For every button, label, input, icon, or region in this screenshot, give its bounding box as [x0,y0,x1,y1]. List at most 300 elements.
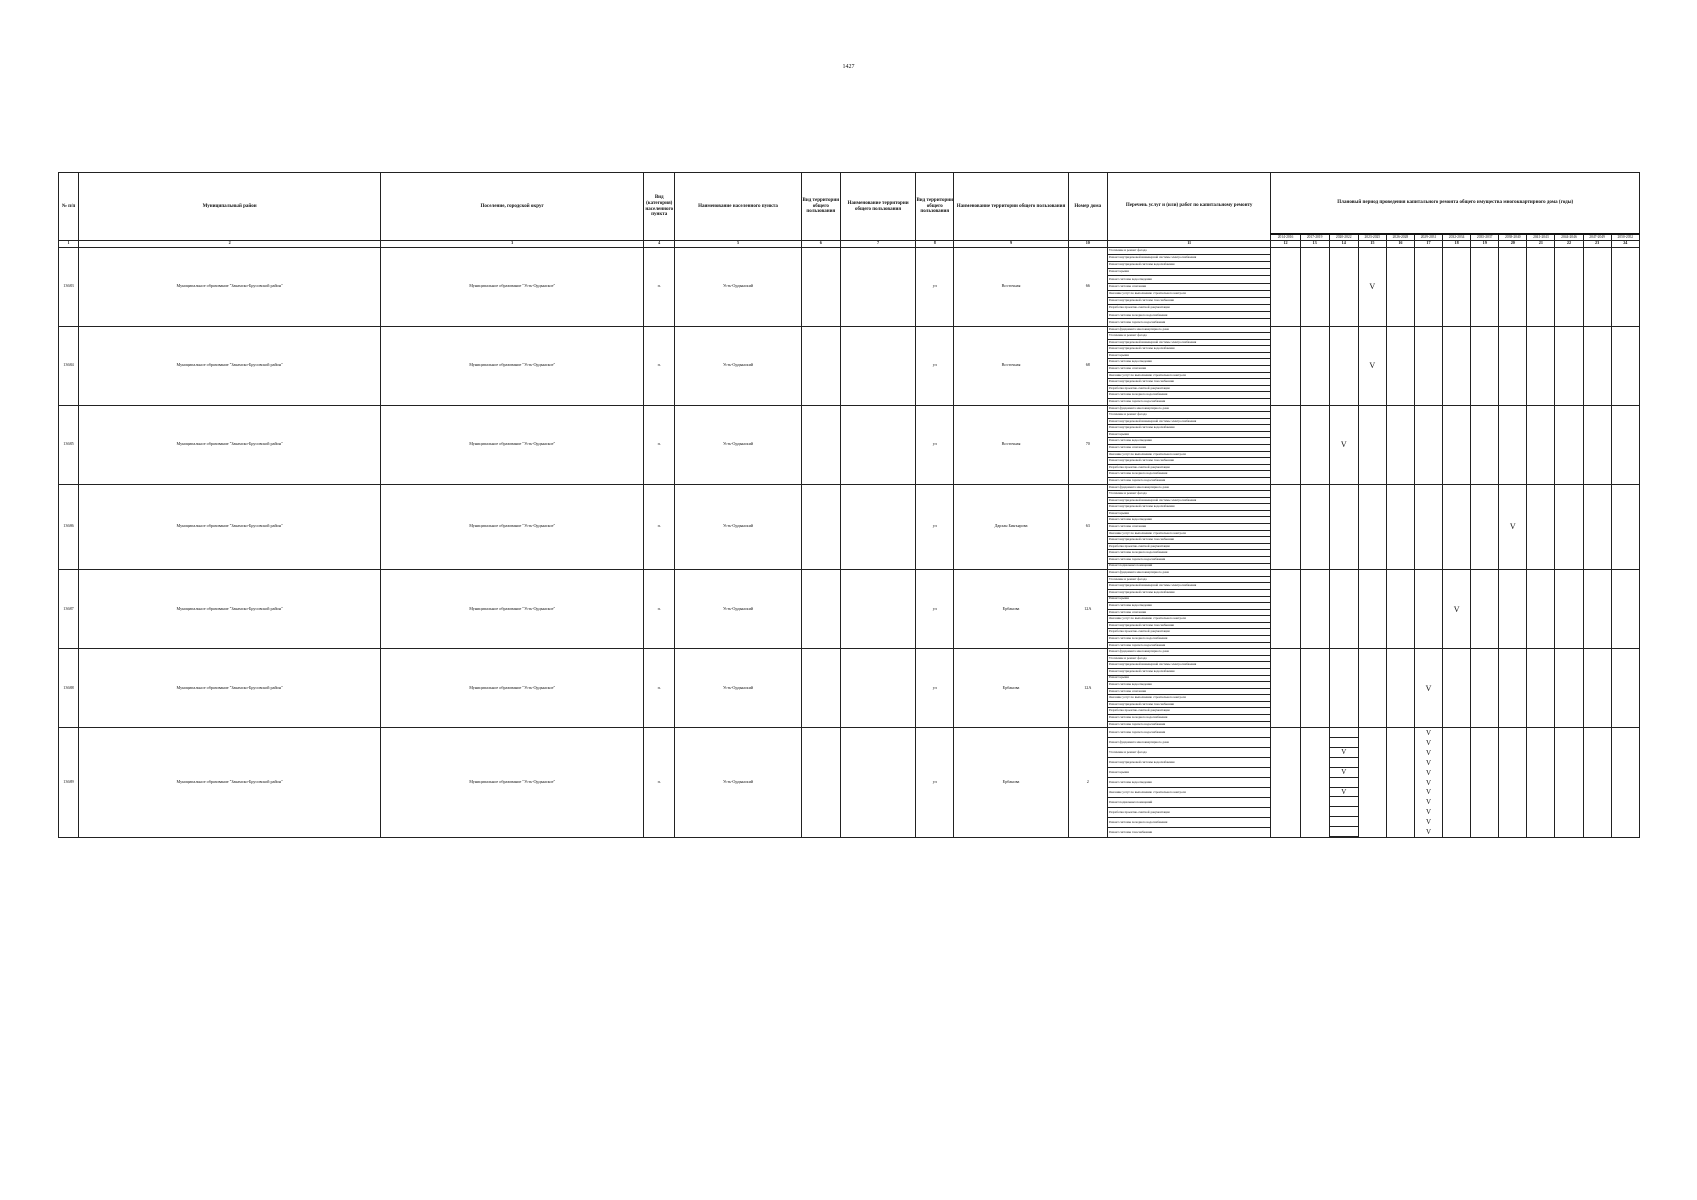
column-number: 10 [1068,241,1107,248]
street-type-cell: ул [916,649,954,728]
column-number: 23 [1583,241,1611,248]
period-cell [1443,247,1471,326]
table-row [59,405,1640,484]
column-number: 7 [840,241,915,248]
locality-type-cell: п. [644,484,675,570]
service-item: Ремонт системы отопления [1108,689,1271,696]
period-cell [1499,728,1527,838]
column-number: 11 [1107,241,1271,248]
period-cell [1555,728,1583,838]
period-cell [1499,405,1527,484]
header-territory-name: Наименование территории общего пользования [840,173,915,241]
service-item: Оказание услуг по выполнению строительного контроля [1108,531,1271,538]
period-cell [1414,484,1442,570]
service-item: Ремонт системы горячего водоснабжения [1108,398,1166,403]
period-cell [1471,728,1499,838]
district-cell: Муниципальное образование "Закамско-Брусовской район" [79,484,381,570]
period-mark: V [1425,729,1432,738]
street-name-cell: Восточная [954,247,1068,326]
service-item: Разработка проектно-сметной документации [1108,629,1271,636]
service-item: Ремонт внутридомовой инженерной системы электроснабжения [1108,340,1271,347]
period-label: 2017-2019 [1300,234,1329,241]
period-label: 2035-2037 [1471,234,1499,241]
period-cell [1583,405,1611,484]
house-number-cell: 12А [1068,570,1107,649]
service-item: Разработка проектно-сметной документации [1108,544,1271,551]
street-name-cell: Ербанова [954,570,1068,649]
locality-type-cell: п. [644,649,675,728]
period-cell [1555,326,1583,405]
service-item: Ремонт крыши [1108,511,1271,518]
column-number: 15 [1358,241,1386,248]
period-mark: V [1330,788,1358,798]
header-services: Перечень услуг и (или) работ по капитальному ремонту [1107,173,1271,241]
district-cell: Муниципальное образование "Закамско-Брусовской район" [79,247,381,326]
service-item: Ремонт фундамента многоквартирного дома [1108,570,1271,577]
service-item: Разработка проектно-сметной документации [1108,708,1271,715]
service-item: Ремонт системы водоотведения [1108,603,1271,610]
service-item: Ремонт системы горячего водоснабжения [1108,557,1271,564]
period-cell [1386,728,1414,838]
period-label: 2050-2052 [1611,234,1639,241]
period-cell [1443,484,1471,570]
table-row [59,570,1640,649]
period-cell [1527,326,1555,405]
period-mark: V [1340,440,1347,449]
period-cell [1583,728,1611,838]
service-item: Оказание услуг по выполнению строительного контроля [1108,788,1271,798]
period-cell [1499,247,1527,326]
period-mark [1330,738,1358,748]
service-item: Ремонт системы горячего водоснабжения [1108,728,1271,738]
period-cell [1527,649,1555,728]
period-mark: V [1509,522,1516,532]
street-type-cell: ул [916,405,954,484]
territory-name-cell [840,405,915,484]
territory-type-cell [801,570,840,649]
service-item: Ремонт системы холодного водоснабжения [1108,392,1271,399]
service-item: Ремонт системы горячего водоснабжения [1108,642,1166,647]
period-cell [1555,484,1583,570]
period-cell [1611,326,1639,405]
service-item: Ремонт подвальных помещений [1108,563,1153,568]
period-mark: V [1425,818,1432,827]
period-cell [1471,247,1499,326]
period-cell [1300,649,1329,728]
column-number: 21 [1527,241,1555,248]
column-number: 18 [1443,241,1471,248]
period-label: 2026-2028 [1386,234,1414,241]
period-cell [1329,649,1358,728]
service-item: Ремонт внутридомовой системы водоснабжения [1108,758,1271,768]
locality-type-cell: п. [644,570,675,649]
header-district: Муниципальный район [79,173,381,241]
period-cell [1611,649,1639,728]
locality-type-cell: п. [644,247,675,326]
territory-name-cell [840,247,915,326]
period-label: 2023-2025 [1358,234,1386,241]
column-number: 12 [1271,241,1300,248]
column-number: 8 [916,241,954,248]
settlement-cell: Муниципальное образование "Усть-Ордынское" [381,728,644,838]
services-cell [1107,649,1271,728]
service-item: Ремонт системы отопления [1108,366,1271,373]
period-label: 2044-2046 [1555,234,1583,241]
service-item: Ремонт системы отопления [1108,445,1271,452]
settlement-cell: Муниципальное образование "Усть-Ордынское" [381,247,644,326]
period-cell [1358,326,1386,405]
district-cell: Муниципальное образование "Закамско-Брусовской район" [79,405,381,484]
period-cell [1414,728,1442,838]
period-label: 2041-2043 [1527,234,1555,241]
period-cell [1555,405,1583,484]
period-mark [1330,797,1358,807]
service-item: Ремонт внутридомовой системы газоснабжения [1108,458,1271,465]
service-item: Ремонт внутридомовой инженерной системы электроснабжения [1108,583,1271,590]
period-cell [1386,484,1414,570]
period-cell [1414,570,1442,649]
column-number: 2 [79,241,381,248]
service-item: Ремонт системы отопления [1108,610,1271,617]
period-cell [1527,728,1555,838]
service-item: Утепление и ремонт фасада [1108,748,1271,758]
service-item: Ремонт системы холодного водоснабжения [1108,312,1271,319]
service-item: Ремонт системы холодного водоснабжения [1108,471,1271,478]
period-cell [1527,405,1555,484]
locality-type-cell: п. [644,326,675,405]
service-item: Ремонт внутридомовой инженерной системы электроснабжения [1108,498,1271,505]
service-item: Оказание услуг по выполнению строительного контроля [1108,373,1271,380]
service-item: Ремонт внутридомовой инженерной системы электроснабжения [1108,419,1271,426]
settlement-cell: Муниципальное образование "Усть-Ордынское" [381,405,644,484]
row-number: 13684 [59,326,79,405]
header-row [59,173,1640,234]
service-item: Ремонт фундамента многоквартирного дома [1108,738,1271,748]
column-number: 20 [1499,241,1527,248]
service-item: Ремонт системы газоснабжения [1108,829,1152,834]
period-cell [1329,570,1358,649]
period-mark [1330,728,1358,738]
period-cell [1329,728,1358,838]
period-cell [1471,649,1499,728]
column-number: 9 [954,241,1068,248]
period-cell [1471,405,1499,484]
territory-type-cell [801,484,840,570]
service-item: Ремонт крыши [1108,353,1271,360]
table-row [59,649,1640,728]
period-cell [1300,570,1329,649]
district-cell: Муниципальное образование "Закамско-Брусовской район" [79,326,381,405]
service-item: Разработка проектно-сметной документации [1108,465,1271,472]
settlement-cell: Муниципальное образование "Усть-Ордынское" [381,570,644,649]
service-item: Ремонт крыши [1108,597,1271,604]
service-item: Ремонт крыши [1108,269,1271,276]
service-item: Ремонт фундамента многоквартирного дома [1108,649,1271,656]
service-item: Ремонт крыши [1108,676,1271,683]
service-item: Ремонт системы горячего водоснабжения [1108,721,1166,726]
table-row [59,326,1640,405]
locality-type-cell: п. [644,405,675,484]
locality-name-cell: Усть-Ордынский [675,326,801,405]
settlement-cell: Муниципальное образование "Усть-Ордынское" [381,326,644,405]
service-item: Ремонт системы водоотведения [1108,359,1271,366]
period-mark: V [1330,748,1358,758]
service-item: Ремонт подвальных помещений [1108,798,1271,808]
service-item: Оказание услуг по выполнению строительного контроля [1108,695,1271,702]
period-cell [1443,649,1471,728]
services-cell [1107,326,1271,405]
table-row [59,484,1640,570]
service-item: Ремонт внутридомовой системы водоснабжения [1108,425,1271,432]
column-number: 24 [1611,241,1639,248]
period-cell [1443,728,1471,838]
service-item: Ремонт системы холодного водоснабжения [1108,715,1271,722]
service-item: Ремонт системы водоотведения [1108,682,1271,689]
territory-type-cell [801,247,840,326]
locality-name-cell: Усть-Ордынский [675,247,801,326]
period-cell [1527,247,1555,326]
locality-name-cell: Усть-Ордынский [675,405,801,484]
street-type-cell: ул [916,247,954,326]
header-street-type: Вид территории общего пользования [916,173,954,241]
service-item: Ремонт системы холодного водоснабжения [1108,636,1271,643]
period-mark: V [1425,808,1432,817]
locality-type-cell: п. [644,728,675,838]
territory-name-cell [840,649,915,728]
period-cell [1271,326,1300,405]
service-item: Оказание услуг по выполнению строительного контроля [1108,616,1271,623]
locality-name-cell: Усть-Ордынский [675,728,801,838]
street-type-cell: ул [916,484,954,570]
service-item: Ремонт внутридомовой системы водоснабжения [1108,669,1271,676]
house-number-cell: 2 [1068,728,1107,838]
period-cell [1611,405,1639,484]
header-territory-type: Вид территории общего пользования [801,173,840,241]
service-item: Ремонт внутридомовой инженерной системы электроснабжения [1108,255,1271,262]
period-cell [1555,570,1583,649]
header-num: № п/п [59,173,79,241]
header-settlement: Поселение, городской округ [381,173,644,241]
services-cell [1107,247,1271,326]
period-cell [1386,649,1414,728]
territory-name-cell [840,484,915,570]
period-label: 2020-2022 [1329,234,1358,241]
period-cell [1358,405,1386,484]
service-item: Утепление и ремонт фасада [1108,412,1271,419]
period-cell [1555,649,1583,728]
territory-type-cell [801,405,840,484]
territory-name-cell [840,326,915,405]
services-cell [1107,728,1271,838]
table-row [59,728,1640,838]
territory-type-cell [801,326,840,405]
header-plan-title: Плановый период проведения капитального ремонта общего имущества многоквартирного дома (годы) [1271,173,1640,234]
period-cell [1471,570,1499,649]
header-house: Номер дома [1068,173,1107,241]
services-cell [1107,570,1271,649]
page-number: 1427 [842,64,855,70]
column-number: 16 [1386,241,1414,248]
service-item: Ремонт внутридомовой системы газоснабжения [1108,623,1271,630]
row-number: 13686 [59,484,79,570]
row-number: 13689 [59,728,79,838]
services-list [1108,406,1271,484]
house-number-cell: 70 [1068,405,1107,484]
period-mark [1330,807,1358,817]
column-number: 3 [381,241,644,248]
service-item: Ремонт внутридомовой системы газоснабжения [1108,702,1271,709]
period-mark [1330,827,1358,837]
service-item: Утепление и ремонт фасада [1108,248,1271,255]
street-name-cell: Восточная [954,326,1068,405]
service-item: Ремонт внутридомовой системы газоснабжения [1108,298,1271,305]
services-list [1108,248,1271,326]
territory-name-cell [840,570,915,649]
column-number: 22 [1555,241,1583,248]
period-cell [1414,326,1442,405]
service-item: Ремонт фундамента многоквартирного дома [1108,485,1271,492]
service-item: Оказание услуг по выполнению строительного контроля [1108,291,1271,298]
column-number: 13 [1300,241,1329,248]
row-number: 13688 [59,649,79,728]
period-mark [1330,817,1358,827]
service-item: Ремонт системы водоотведения [1108,517,1271,524]
period-mark: V [1425,739,1432,747]
locality-name-cell: Усть-Ордынский [675,570,801,649]
locality-name-cell: Усть-Ордынский [675,484,801,570]
row-number: 13685 [59,405,79,484]
district-cell: Муниципальное образование "Закамско-Брусовской район" [79,728,381,838]
service-item: Ремонт внутридомовой системы водоснабжения [1108,262,1271,269]
period-mark: V [1330,768,1358,778]
period-cell [1471,326,1499,405]
service-item: Разработка проектно-сметной документации [1108,386,1271,393]
period-label: 2029-2031 [1414,234,1442,241]
period-mark: V [1453,604,1460,614]
period-cell [1527,570,1555,649]
period-cell [1443,405,1471,484]
period-cell [1443,326,1471,405]
column-number-row [59,241,1640,248]
service-item: Ремонт внутридомовой системы газоснабжения [1108,379,1271,386]
period-cell [1611,728,1639,838]
period-mark: V [1425,758,1432,767]
service-item: Утепление и ремонт фасада [1108,656,1271,663]
services-list [1108,485,1271,570]
services-cell [1107,484,1271,570]
period-cell [1329,405,1358,484]
period-cell [1386,405,1414,484]
territory-type-cell [801,649,840,728]
column-number: 14 [1329,241,1358,248]
period-cell [1271,570,1300,649]
period-cell [1611,247,1639,326]
period-mark: V [1369,282,1376,291]
header-locality-name: Наименование населенного пункта [675,173,801,241]
period-cell [1300,247,1329,326]
period-cell [1300,326,1329,405]
period-cell [1329,484,1358,570]
period-cell [1414,247,1442,326]
street-name-cell: Дархан Бинъярова [954,484,1068,570]
territory-name-cell [840,728,915,838]
column-number: 4 [644,241,675,248]
period-cell [1583,247,1611,326]
street-type-cell: ул [916,728,954,838]
house-number-cell: 68 [1068,326,1107,405]
period-cell [1300,484,1329,570]
service-item: Ремонт системы горячего водоснабжения [1108,319,1166,324]
period-cell [1583,326,1611,405]
capital-repair-table [58,172,1640,838]
period-cell [1527,484,1555,570]
services-list [1108,728,1271,837]
house-number-cell: 63 [1068,484,1107,570]
service-item: Утепление и ремонт фасада [1108,333,1271,340]
street-type-cell: ул [916,326,954,405]
period-cell [1499,326,1527,405]
period-cell [1555,247,1583,326]
service-item: Ремонт крыши [1108,432,1271,439]
services-list [1108,327,1271,405]
street-name-cell: Ербанова [954,728,1068,838]
period-cell [1611,484,1639,570]
period-mark: V [1425,798,1432,807]
settlement-cell: Муниципальное образование "Усть-Ордынское" [381,649,644,728]
locality-name-cell: Усть-Ордынский [675,649,801,728]
street-type-cell: ул [916,570,954,649]
period-cell [1271,728,1300,838]
period-cell [1329,326,1358,405]
period-cell [1358,649,1386,728]
row-number: 13687 [59,570,79,649]
period-cell [1358,484,1386,570]
service-item: Ремонт внутридомовой системы водоснабжения [1108,504,1271,511]
period-cell [1271,649,1300,728]
period-cell [1583,570,1611,649]
period-cell [1443,570,1471,649]
district-cell: Муниципальное образование "Закамско-Брусовской район" [79,649,381,728]
period-label: 2014-2016 [1271,234,1300,241]
period-mark [1330,758,1358,768]
period-cell [1499,484,1527,570]
service-item: Ремонт крыши [1108,768,1271,778]
period-cell [1611,570,1639,649]
period-mark: V [1425,778,1432,787]
service-item: Ремонт системы водоотведения [1108,438,1271,445]
street-name-cell: Ербанова [954,649,1068,728]
header-locality-type: Вид (категория) населенного пункта [644,173,675,241]
service-item: Разработка проектно-сметной документации [1108,305,1271,312]
period-cell [1358,728,1386,838]
period-cell [1471,484,1499,570]
column-number: 1 [59,241,79,248]
service-item: Ремонт внутридомовой системы газоснабжения [1108,537,1271,544]
period-mark: V [1425,828,1432,837]
period-cell [1499,570,1527,649]
district-cell: Муниципальное образование "Закамско-Брусовской район" [79,570,381,649]
period-cell [1271,484,1300,570]
period-cell [1414,405,1442,484]
service-item: Ремонт системы водоотведения [1108,778,1271,788]
period-cell [1271,405,1300,484]
period-mark [1330,778,1358,788]
street-name-cell: Восточная [954,405,1068,484]
row-number: 13683 [59,247,79,326]
period-cell [1271,247,1300,326]
period-mark: V [1425,748,1432,757]
service-item: Ремонт системы водоотведения [1108,276,1271,283]
